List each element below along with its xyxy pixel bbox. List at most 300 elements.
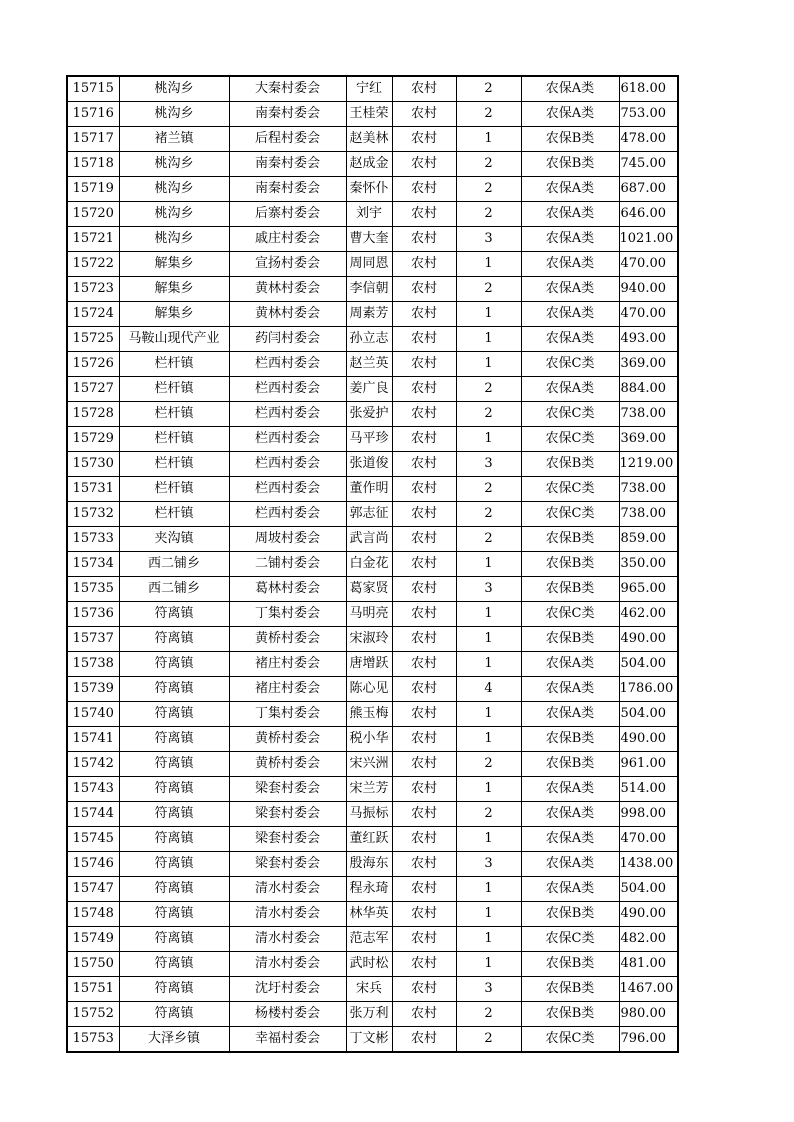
cell-village-committee: 丁集村委会 [229,602,346,627]
cell-residence-type: 农村 [392,152,456,177]
cell-insurance-category: 农保B类 [521,552,619,577]
cell-township: 符离镇 [119,952,229,977]
cell-village-committee: 大秦村委会 [229,76,346,102]
table-row [67,1027,678,1053]
cell-village-committee: 丁集村委会 [229,702,346,727]
rural-insurance-table [66,75,679,1053]
cell-amount: 1219.00 [619,452,678,477]
cell-member-count: 2 [456,277,521,302]
cell-residence-type: 农村 [392,952,456,977]
cell-insurance-category: 农保A类 [521,102,619,127]
table-body [67,76,678,1052]
cell-insurance-category: 农保B类 [521,902,619,927]
table-row [67,627,678,652]
cell-member-count: 3 [456,227,521,252]
cell-sequence-number: 15745 [67,827,119,852]
table-row [67,277,678,302]
cell-village-committee: 南秦村委会 [229,152,346,177]
cell-township: 栏杆镇 [119,452,229,477]
cell-amount: 504.00 [619,702,678,727]
cell-village-committee: 后寨村委会 [229,202,346,227]
cell-person-name: 陈心见 [346,677,392,702]
cell-person-name: 程永琦 [346,877,392,902]
cell-village-committee: 黄桥村委会 [229,727,346,752]
cell-amount: 504.00 [619,877,678,902]
cell-sequence-number: 15753 [67,1027,119,1053]
cell-person-name: 董作明 [346,477,392,502]
table-row [67,252,678,277]
cell-sequence-number: 15743 [67,777,119,802]
cell-residence-type: 农村 [392,76,456,102]
cell-person-name: 马明亮 [346,602,392,627]
cell-residence-type: 农村 [392,477,456,502]
cell-amount: 478.00 [619,127,678,152]
cell-person-name: 赵美林 [346,127,392,152]
cell-sequence-number: 15720 [67,202,119,227]
cell-residence-type: 农村 [392,502,456,527]
cell-sequence-number: 15739 [67,677,119,702]
cell-township: 栏杆镇 [119,352,229,377]
cell-person-name: 董红跃 [346,827,392,852]
cell-residence-type: 农村 [392,227,456,252]
cell-village-committee: 沈圩村委会 [229,977,346,1002]
cell-member-count: 2 [456,502,521,527]
cell-sequence-number: 15727 [67,377,119,402]
table-row [67,102,678,127]
cell-sequence-number: 15719 [67,177,119,202]
cell-insurance-category: 农保B类 [521,752,619,777]
cell-person-name: 赵成金 [346,152,392,177]
cell-residence-type: 农村 [392,252,456,277]
cell-sequence-number: 15725 [67,327,119,352]
cell-insurance-category: 农保A类 [521,227,619,252]
cell-township: 桃沟乡 [119,227,229,252]
cell-amount: 738.00 [619,477,678,502]
cell-township: 解集乡 [119,277,229,302]
table-row [67,652,678,677]
cell-member-count: 2 [456,527,521,552]
cell-insurance-category: 农保C类 [521,402,619,427]
cell-residence-type: 农村 [392,1002,456,1027]
cell-person-name: 王桂荣 [346,102,392,127]
cell-residence-type: 农村 [392,402,456,427]
cell-residence-type: 农村 [392,552,456,577]
cell-residence-type: 农村 [392,977,456,1002]
cell-member-count: 2 [456,1027,521,1053]
cell-amount: 504.00 [619,652,678,677]
cell-member-count: 1 [456,902,521,927]
cell-member-count: 2 [456,402,521,427]
cell-member-count: 1 [456,602,521,627]
cell-person-name: 殷海东 [346,852,392,877]
cell-member-count: 2 [456,76,521,102]
cell-amount: 1021.00 [619,227,678,252]
cell-amount: 470.00 [619,827,678,852]
cell-amount: 738.00 [619,402,678,427]
cell-insurance-category: 农保A类 [521,852,619,877]
cell-sequence-number: 15722 [67,252,119,277]
cell-residence-type: 农村 [392,752,456,777]
cell-amount: 481.00 [619,952,678,977]
table-row [67,76,678,102]
cell-amount: 998.00 [619,802,678,827]
cell-village-committee: 幸福村委会 [229,1027,346,1053]
cell-person-name: 张万利 [346,1002,392,1027]
cell-insurance-category: 农保C类 [521,352,619,377]
cell-village-committee: 南秦村委会 [229,102,346,127]
cell-amount: 350.00 [619,552,678,577]
cell-village-committee: 栏西村委会 [229,452,346,477]
cell-township: 符离镇 [119,927,229,952]
cell-township: 符离镇 [119,802,229,827]
cell-township: 符离镇 [119,852,229,877]
cell-village-committee: 梁套村委会 [229,802,346,827]
cell-insurance-category: 农保A类 [521,202,619,227]
cell-person-name: 曹大奎 [346,227,392,252]
table-row [67,152,678,177]
table-row [67,352,678,377]
cell-residence-type: 农村 [392,377,456,402]
cell-insurance-category: 农保A类 [521,277,619,302]
cell-person-name: 宋兵 [346,977,392,1002]
cell-township: 夹沟镇 [119,527,229,552]
cell-person-name: 周素芳 [346,302,392,327]
cell-township: 栏杆镇 [119,427,229,452]
cell-village-committee: 清水村委会 [229,927,346,952]
cell-residence-type: 农村 [392,327,456,352]
cell-residence-type: 农村 [392,702,456,727]
cell-residence-type: 农村 [392,177,456,202]
table-row [67,902,678,927]
cell-village-committee: 褚庄村委会 [229,652,346,677]
cell-township: 褚兰镇 [119,127,229,152]
cell-amount: 961.00 [619,752,678,777]
cell-person-name: 税小华 [346,727,392,752]
cell-insurance-category: 农保A类 [521,877,619,902]
cell-sequence-number: 15715 [67,76,119,102]
cell-member-count: 3 [456,452,521,477]
cell-residence-type: 农村 [392,1027,456,1053]
cell-person-name: 姜广良 [346,377,392,402]
cell-insurance-category: 农保C类 [521,502,619,527]
cell-member-count: 1 [456,827,521,852]
cell-member-count: 1 [456,552,521,577]
table-row [67,527,678,552]
cell-member-count: 2 [456,1002,521,1027]
cell-village-committee: 黄林村委会 [229,302,346,327]
cell-village-committee: 褚庄村委会 [229,677,346,702]
cell-township: 符离镇 [119,727,229,752]
cell-township: 解集乡 [119,252,229,277]
cell-insurance-category: 农保A类 [521,327,619,352]
cell-amount: 1467.00 [619,977,678,1002]
table-row [67,502,678,527]
cell-township: 马鞍山现代产业 [119,327,229,352]
cell-sequence-number: 15724 [67,302,119,327]
cell-person-name: 范志军 [346,927,392,952]
cell-sequence-number: 15721 [67,227,119,252]
cell-township: 大泽乡镇 [119,1027,229,1053]
cell-township: 解集乡 [119,302,229,327]
cell-member-count: 2 [456,202,521,227]
cell-township: 符离镇 [119,702,229,727]
cell-person-name: 郭志征 [346,502,392,527]
cell-member-count: 2 [456,177,521,202]
cell-amount: 940.00 [619,277,678,302]
cell-village-committee: 周坡村委会 [229,527,346,552]
cell-village-committee: 栏西村委会 [229,477,346,502]
cell-village-committee: 葛林村委会 [229,577,346,602]
cell-amount: 369.00 [619,352,678,377]
cell-member-count: 1 [456,877,521,902]
cell-member-count: 1 [456,952,521,977]
cell-residence-type: 农村 [392,277,456,302]
table-row [67,952,678,977]
cell-residence-type: 农村 [392,852,456,877]
cell-insurance-category: 农保A类 [521,777,619,802]
table-row [67,977,678,1002]
cell-person-name: 赵兰英 [346,352,392,377]
cell-amount: 745.00 [619,152,678,177]
table-row [67,727,678,752]
cell-person-name: 李信朝 [346,277,392,302]
cell-township: 符离镇 [119,902,229,927]
cell-person-name: 马振标 [346,802,392,827]
cell-insurance-category: 农保A类 [521,76,619,102]
cell-person-name: 刘宇 [346,202,392,227]
cell-member-count: 1 [456,652,521,677]
cell-sequence-number: 15737 [67,627,119,652]
cell-person-name: 葛家贤 [346,577,392,602]
cell-village-committee: 黄桥村委会 [229,627,346,652]
cell-township: 栏杆镇 [119,502,229,527]
table-row [67,427,678,452]
cell-residence-type: 农村 [392,877,456,902]
cell-amount: 490.00 [619,627,678,652]
cell-amount: 490.00 [619,902,678,927]
table-row [67,602,678,627]
cell-insurance-category: 农保A类 [521,177,619,202]
cell-residence-type: 农村 [392,727,456,752]
cell-member-count: 1 [456,352,521,377]
cell-sequence-number: 15732 [67,502,119,527]
cell-township: 栏杆镇 [119,377,229,402]
cell-township: 符离镇 [119,977,229,1002]
cell-amount: 646.00 [619,202,678,227]
cell-amount: 482.00 [619,927,678,952]
cell-residence-type: 农村 [392,777,456,802]
cell-village-committee: 栏西村委会 [229,402,346,427]
cell-residence-type: 农村 [392,352,456,377]
cell-village-committee: 清水村委会 [229,902,346,927]
cell-township: 符离镇 [119,1002,229,1027]
cell-village-committee: 南秦村委会 [229,177,346,202]
cell-person-name: 林华英 [346,902,392,927]
cell-member-count: 1 [456,777,521,802]
cell-amount: 884.00 [619,377,678,402]
table-row [67,302,678,327]
cell-village-committee: 二铺村委会 [229,552,346,577]
cell-insurance-category: 农保B类 [521,577,619,602]
cell-sequence-number: 15734 [67,552,119,577]
cell-insurance-category: 农保B类 [521,127,619,152]
cell-insurance-category: 农保A类 [521,702,619,727]
cell-person-name: 孙立志 [346,327,392,352]
cell-member-count: 2 [456,752,521,777]
cell-insurance-category: 农保A类 [521,677,619,702]
table-row [67,702,678,727]
cell-person-name: 熊玉梅 [346,702,392,727]
cell-insurance-category: 农保B类 [521,452,619,477]
cell-amount: 796.00 [619,1027,678,1053]
cell-residence-type: 农村 [392,127,456,152]
cell-person-name: 马平珍 [346,427,392,452]
cell-sequence-number: 15749 [67,927,119,952]
cell-member-count: 1 [456,127,521,152]
cell-residence-type: 农村 [392,577,456,602]
cell-village-committee: 梁套村委会 [229,852,346,877]
cell-member-count: 1 [456,627,521,652]
cell-residence-type: 农村 [392,927,456,952]
cell-township: 符离镇 [119,752,229,777]
cell-amount: 859.00 [619,527,678,552]
cell-amount: 1786.00 [619,677,678,702]
table-row [67,1002,678,1027]
cell-residence-type: 农村 [392,202,456,227]
cell-member-count: 4 [456,677,521,702]
cell-residence-type: 农村 [392,302,456,327]
cell-member-count: 3 [456,577,521,602]
cell-amount: 965.00 [619,577,678,602]
cell-person-name: 张道俊 [346,452,392,477]
cell-amount: 369.00 [619,427,678,452]
cell-sequence-number: 15750 [67,952,119,977]
cell-insurance-category: 农保A类 [521,827,619,852]
cell-amount: 470.00 [619,302,678,327]
cell-insurance-category: 农保C类 [521,477,619,502]
cell-member-count: 1 [456,427,521,452]
cell-member-count: 1 [456,327,521,352]
cell-sequence-number: 15731 [67,477,119,502]
table-row [67,402,678,427]
cell-insurance-category: 农保B类 [521,727,619,752]
cell-village-committee: 栏西村委会 [229,377,346,402]
cell-amount: 514.00 [619,777,678,802]
cell-township: 符离镇 [119,627,229,652]
table-row [67,177,678,202]
cell-sequence-number: 15717 [67,127,119,152]
cell-insurance-category: 农保A类 [521,802,619,827]
cell-village-committee: 梁套村委会 [229,827,346,852]
table-row [67,852,678,877]
table-row [67,877,678,902]
cell-residence-type: 农村 [392,677,456,702]
cell-member-count: 1 [456,702,521,727]
cell-sequence-number: 15748 [67,902,119,927]
table-row [67,477,678,502]
cell-township: 符离镇 [119,777,229,802]
cell-member-count: 2 [456,377,521,402]
cell-village-committee: 梁套村委会 [229,777,346,802]
cell-township: 符离镇 [119,652,229,677]
cell-person-name: 周同恩 [346,252,392,277]
cell-sequence-number: 15726 [67,352,119,377]
cell-township: 桃沟乡 [119,202,229,227]
cell-sequence-number: 15730 [67,452,119,477]
cell-sequence-number: 15728 [67,402,119,427]
cell-township: 栏杆镇 [119,402,229,427]
cell-insurance-category: 农保C类 [521,602,619,627]
cell-person-name: 宁红 [346,76,392,102]
cell-amount: 753.00 [619,102,678,127]
cell-township: 符离镇 [119,877,229,902]
cell-member-count: 3 [456,852,521,877]
cell-insurance-category: 农保A类 [521,652,619,677]
cell-member-count: 2 [456,802,521,827]
cell-sequence-number: 15718 [67,152,119,177]
cell-sequence-number: 15729 [67,427,119,452]
cell-person-name: 丁文彬 [346,1027,392,1053]
table-row [67,677,678,702]
table-row [67,777,678,802]
cell-sequence-number: 15740 [67,702,119,727]
cell-member-count: 2 [456,102,521,127]
cell-sequence-number: 15744 [67,802,119,827]
cell-insurance-category: 农保C类 [521,1027,619,1053]
cell-member-count: 3 [456,977,521,1002]
cell-village-committee: 杨楼村委会 [229,1002,346,1027]
table-row [67,927,678,952]
cell-amount: 1438.00 [619,852,678,877]
cell-member-count: 2 [456,152,521,177]
cell-person-name: 唐增跃 [346,652,392,677]
cell-residence-type: 农村 [392,902,456,927]
cell-sequence-number: 15741 [67,727,119,752]
cell-village-committee: 后程村委会 [229,127,346,152]
cell-member-count: 1 [456,252,521,277]
cell-insurance-category: 农保A类 [521,252,619,277]
cell-person-name: 武时松 [346,952,392,977]
cell-residence-type: 农村 [392,102,456,127]
cell-residence-type: 农村 [392,827,456,852]
cell-village-committee: 戚庄村委会 [229,227,346,252]
cell-village-committee: 黄桥村委会 [229,752,346,777]
cell-insurance-category: 农保B类 [521,627,619,652]
table-row [67,127,678,152]
cell-insurance-category: 农保C类 [521,427,619,452]
cell-residence-type: 农村 [392,427,456,452]
cell-village-committee: 栏西村委会 [229,427,346,452]
cell-township: 符离镇 [119,602,229,627]
cell-insurance-category: 农保C类 [521,927,619,952]
cell-amount: 738.00 [619,502,678,527]
cell-residence-type: 农村 [392,452,456,477]
cell-residence-type: 农村 [392,527,456,552]
cell-insurance-category: 农保B类 [521,977,619,1002]
cell-person-name: 宋兴洲 [346,752,392,777]
cell-village-committee: 清水村委会 [229,877,346,902]
cell-sequence-number: 15752 [67,1002,119,1027]
cell-amount: 687.00 [619,177,678,202]
cell-sequence-number: 15751 [67,977,119,1002]
table-row [67,227,678,252]
cell-amount: 493.00 [619,327,678,352]
cell-person-name: 宋淑玲 [346,627,392,652]
cell-sequence-number: 15716 [67,102,119,127]
cell-person-name: 宋兰芳 [346,777,392,802]
table-row [67,202,678,227]
cell-township: 西二铺乡 [119,577,229,602]
